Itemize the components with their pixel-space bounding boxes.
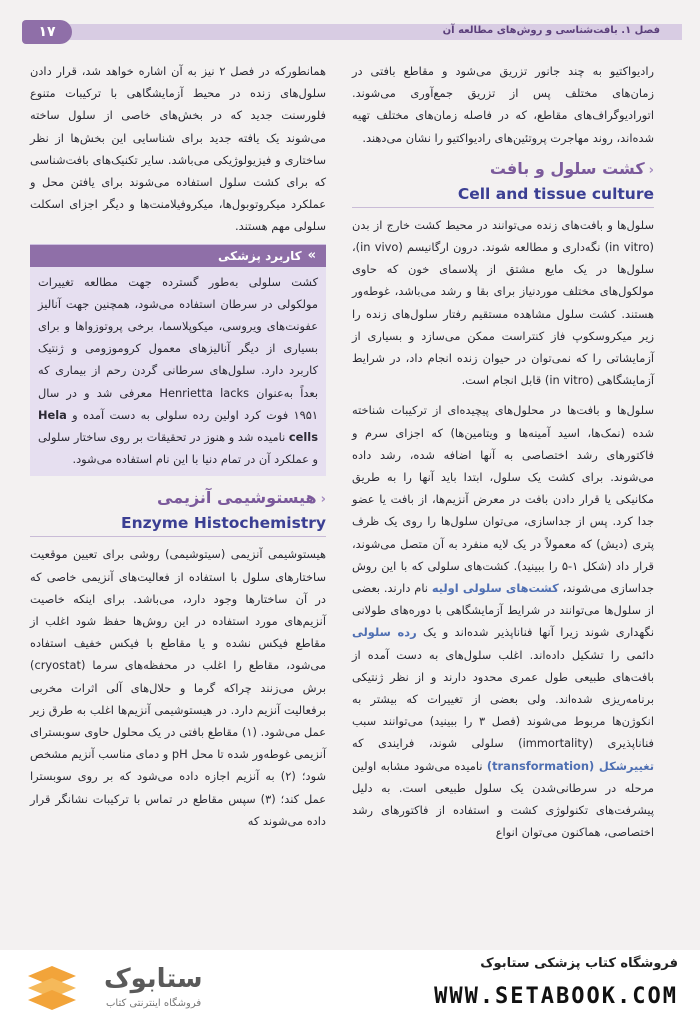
intro-paragraph: رادیواکتیو به چند جانور تزریق می‌شود و مقاطع بافتی در زمان‌های مختلف پس از تزریق جمع‌آوری می‌شوند. اتورادیوگراف‌های مقاطع، که در فاصله زمان‌های مختلف تهیه شده‌اند، روند مهاجرت پروتئین‌های رادیواکتیو را نشان می‌دهند.: [352, 64, 654, 145]
term-hela-cells: Hela cells: [38, 407, 318, 445]
running-head: فصل ۱. بافت‌شناسی و روش‌های مطالعه آن: [442, 25, 660, 36]
section-title-fa: هیستوشیمی آنزیمی: [157, 488, 317, 508]
box-header: [30, 245, 326, 267]
term-cell-line: رده سلولی: [352, 625, 417, 640]
store-name: فروشگاه کتاب پزشکی ستابوک: [480, 956, 678, 971]
box-text: کشت سلولی به‌طور گسترده جهت مطالعه تغییرات مولکولی در سرطان استفاده می‌شود، همچنین جهت آنالیز عفونت‌های ویروسی، میکوپلاسما، برخی پروتوزواها و برای بسیاری از دیگر آنالیزهای معمول کروموزومی و ژنتیک کاربرد دارد. سلول‌های سرطانی گردن رحم از بیماری که بعداً به‌عنوان Henrietta lacks معرفی شد و در سال ۱۹۵۱ فوت کرد اولین رده سلولی به دست آمده و Hela cells نامیده شد و هنوز در تحقیقات بر روی ساختار سلولی و عملکرد آن در تمام دنیا با این نام استفاده می‌شود.: [38, 274, 319, 467]
clinical-application-box: [30, 244, 326, 477]
section-title-en: Enzyme Histochemistry: [30, 512, 326, 537]
section-title-en: Cell and tissue culture: [352, 183, 654, 208]
page-number: ۱۷: [22, 20, 72, 44]
section-title-enzyme: [30, 486, 326, 537]
paragraph-cell-culture-1: سلول‌ها و بافت‌های زنده می‌توانند در محیط کشت خارج از بدن (in vitro) نگه‌داری و مطالعه شوند. درون ارگانیسم (in vivo)، سلول‌ها در یک مایع مشتق از پلاسمای خون که حاوی مولکول‌های مختلف موردنیاز برای بقا و رشد می‌باشد، غوطه‌ور هستند. کشت سلول مشاهده مستقیم رفتار سلول‌های زنده را زیر میکروسکوپ فاز کنتراست ممکن می‌سازد و بسیاری از آزمایشاتی را که نمی‌توان در حیوان زنده انجام داد، در شرایط آزمایشگاهی (in vitro) قابل انجام است.: [352, 217, 654, 388]
right-column: [352, 60, 654, 844]
paragraph-enzyme: هیستوشیمی آنزیمی (سیتوشیمی) روشی برای تعیین موقعیت ساختارهای سلول با استفاده از فعالیت‌های آنزیمی خاصی که در آن ساختارها وجود دارد، می‌باشد. برای اینکه خاصیت آنزیم‌های مورد استفاده در این روش‌ها حفظ شود اغلب از مقاطع فیکس نشده و یا مقاطع با فیکس خفیف استفاده می‌شود، مقاطع را اغلب در محفظه‌های سرما (cryostat) برش می‌زنند چراکه گرما و حلال‌های آلی اثرات مخربی برفعالیت آنزیم دارد. در هیستوشیمی آنزیم‌ها اغلب به طرق زیر عمل می‌شود. (۱) مقاطع بافتی در یک محلول حاوی سوبسترای آنزیمی غوطه‌ور شده تا محل pH و دمای مناسب آنزیم مشخص شود؛ (۲) به آنزیم اجازه داده می‌شود که بر روی سوبسترا عمل کند؛ (۳) سپس مقاطع در تماس با ترکیبات نشانگر قرار داده می‌شوند که: [30, 547, 327, 828]
box-title: کاربرد پزشکی: [218, 248, 302, 263]
logo-subtitle: فروشگاه اینترنتی کتاب: [106, 998, 202, 1009]
left-column: [30, 60, 326, 832]
section-title-cell-culture: [352, 157, 654, 208]
chevron-left-icon: ‹: [648, 162, 654, 178]
double-chevron-icon: »: [307, 247, 316, 263]
store-logo: [24, 962, 294, 1018]
page-header: [0, 0, 700, 40]
paragraph-cell-culture-2: سلول‌ها و بافت‌ها در محلول‌های پیچیده‌ای از ترکیبات شناخته شده (نمک‌ها، اسید آمینه‌ها و ویتامین‌ها) که اجزای سرم و فاکتورهای رشد اختصاصی به آنها اضافه شده، رشد داده می‌شوند. برای کشت یک سلول، ابتدا باید آنها را به طریق مکانیکی یا قرار دادن بافت در معرض آنزیم‌ها، از بافت یا عضو جدا کرد. پس از جداسازی، می‌توان سلول‌ها را روی یک ظرف پتری (دیش) که معمولاً در یک لایه منفرد به آن متصل می‌شوند، قرار داد (شکل ۱-۵ را ببینید). کشت‌های سلولی که با این روش جداسازی می‌شوند، کشت‌های سلولی اولیه نام دارند. بعضی از سلول‌ها می‌توانند در شرایط آزمایشگاهی با دوره‌های طولانی نگهداری شوند زیرا آنها فناناپذیر شده‌اند و یک رده سلولی دائمی را تشکیل داده‌اند. اغلب سلول‌های به دست آمده از بافت‌های طبیعی طول عمری محدود دارند و از نظر ژنتیکی برنامه‌ریزی شده‌اند. ولی بعضی از تغییرات که بیشتر به انکوژن‌ها مربوط می‌شوند (فصل ۳ را ببینید) می‌توانند سبب فناناپذیری (immortality) سلولی شوند، فرایندی که تغییرشکل (transformation) نامیده می‌شود مشابه اولین مرحله در سرطانی‌شدن یک سلول طبیعی است. به دلیل پیشرفت‌های تکنولوژی کشت و استفاده از فاکتورهای رشد اختصاصی، هماکنون می‌توان انواع: [352, 403, 654, 840]
setabook-logo-icon: [24, 962, 80, 1018]
logo-text: ستابوک: [104, 964, 203, 994]
store-url-link[interactable]: WWW.SETABOOK.COM: [434, 984, 678, 1009]
term-primary-culture: کشت‌های سلولی اولیه: [431, 581, 559, 596]
chevron-left-icon: ‹: [320, 492, 326, 508]
paragraph-fluorescent: همانطورکه در فصل ۲ نیز به آن اشاره خواهد شد، قرار دادن سلول‌های زنده در محیط آزمایشگاهی با ترکیبات متنوع فلورسنت جدید که در بخش‌های خاصی از سلول ساخته می‌شوند یک یافته جدید برای شناسایی این بخش‌ها از نظر ساختاری و فیزیولوژیکی می‌باشد. سایر تکنیک‌های بافت‌شناسی که برای کشت سلول استفاده می‌شوند برای یافتن محل و عملکرد میکروتوبول‌ها، میکروفیلامنت‌ها و دیگر اجزای اسکلت سلولی مهم هستند.: [30, 64, 326, 234]
term-transformation: تغییرشکل (transformation): [486, 758, 654, 773]
section-title-fa: کشت سلول و بافت: [489, 158, 645, 178]
